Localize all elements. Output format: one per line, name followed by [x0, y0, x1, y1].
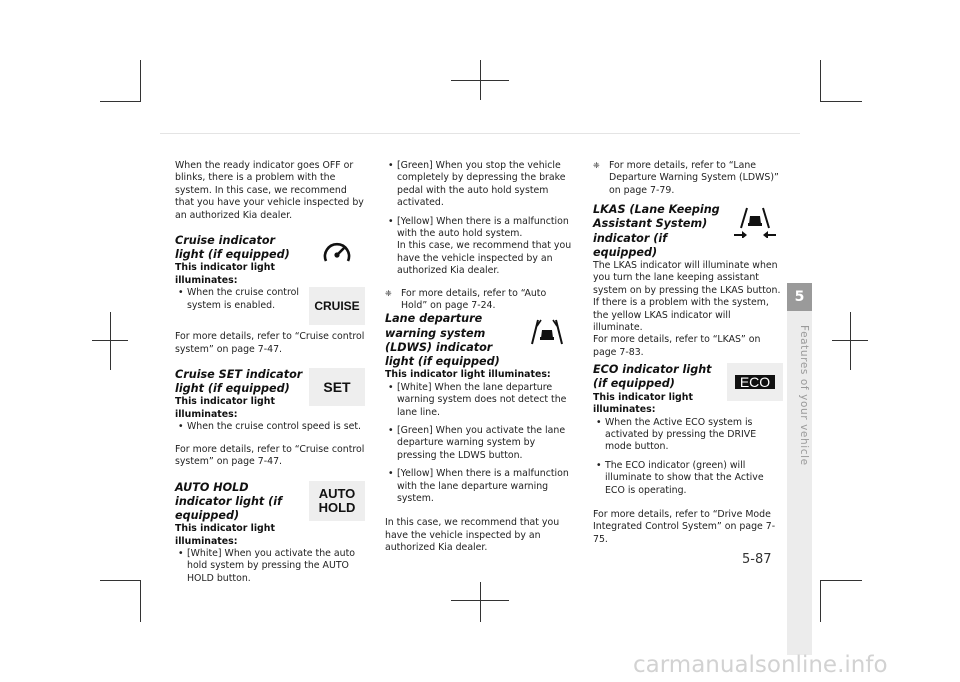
- cruise-set-section: [175, 368, 365, 421]
- ldws-section: [385, 312, 575, 369]
- cruise-heading: Cruise indicator light (if equipped): [175, 234, 290, 262]
- lkas-paragraph-1: The LKAS indicator will illuminate when you turn the lane keeping assistant system on by pressing the LKAS button.: [593, 260, 781, 296]
- autohold-yellow-note: In this case, we recommend that you have the vehicle inspected by an authorized Kia dealer.: [397, 240, 572, 277]
- eco-bullet-1: • When the Active ECO system is activated by pressing the DRIVE mode button.: [593, 417, 783, 454]
- lkas-section: [593, 203, 783, 260]
- lkas-icon: [727, 203, 783, 241]
- ldws-outro: In this case, we recommend that you have the vehicle inspected by an authorized Kia dealer.: [385, 517, 560, 554]
- lkas-reference: For more details, refer to “LKAS” on page 7-83.: [593, 334, 761, 358]
- watermark: carmanualsonline.info: [633, 652, 888, 678]
- cruise-set-bullet: • When the cruise control speed is set.: [175, 421, 365, 433]
- column-3: [593, 160, 783, 546]
- autohold-bullet-green: • [Green] When you stop the vehicle completely by depressing the brake pedal with the auto hold system activated.: [385, 160, 575, 210]
- ldws-illuminates-label: This indicator light illuminates:: [385, 369, 551, 381]
- chapter-title: Features of your vehicle: [798, 325, 810, 466]
- cruise-illuminates-label: This indicator light illuminates:: [175, 262, 275, 286]
- eco-reference: For more details, refer to “Drive Mode Integrated Control System” on page 7-75.: [593, 508, 776, 545]
- lkas-paragraph-2: If there is a problem with the system, the yellow LKAS indicator will illuminate.: [593, 297, 769, 334]
- page-number: 5-87: [742, 552, 772, 567]
- lkas-heading: LKAS (Lane Keeping Assistant System) indicator (if equipped): [593, 203, 720, 259]
- autohold-bullet-yellow: • [Yellow] When there is a malfunction with the auto hold system.: [385, 216, 575, 241]
- autohold-indicator-icon: AUTO HOLD: [309, 481, 365, 521]
- eco-section: [593, 363, 783, 416]
- cruise-section: [175, 234, 365, 287]
- ldws-heading: Lane departure warning system (LDWS) indicator light (if equipped): [385, 312, 500, 369]
- ldws-reference: ❈ For more details, refer to “Lane Departure Warning System (LDWS)” on page 7-79.: [593, 160, 783, 197]
- eco-heading: ECO indicator light (if equipped): [593, 363, 712, 391]
- autohold-bullet-white: • [White] When you activate the auto hold system by pressing the AUTO HOLD button.: [175, 548, 365, 585]
- ldws-bullet-green: • [Green] When you activate the lane departure warning system by pressing the LDWS button.: [385, 425, 575, 462]
- autohold-heading: AUTO HOLD indicator light (if equipped): [175, 480, 282, 522]
- column-2: [385, 160, 575, 555]
- set-indicator-icon: SET: [309, 368, 365, 406]
- eco-illuminates-label: This indicator light illuminates:: [593, 391, 693, 416]
- ldws-bullet-white: • [White] When the lane departure warning system does not detect the lane line.: [385, 382, 575, 419]
- chapter-sidebar: [787, 283, 812, 655]
- cruise-bullet: • When the cruise control system is enabled.: [175, 287, 303, 312]
- lane-departure-icon: [519, 312, 575, 350]
- autohold-reference: ❈ For more details, refer to “Auto Hold” on page 7-24.: [385, 288, 575, 313]
- eco-indicator-icon: ECO: [727, 363, 783, 401]
- cruise-set-heading: Cruise SET indicator light (if equipped): [175, 368, 303, 396]
- eco-bullet-2: • The ECO indicator (green) will illuminate to show that the Active ECO is operating.: [593, 460, 783, 497]
- cruise-indicator-icon: CRUISE: [309, 287, 365, 325]
- speedometer-icon: [309, 234, 365, 272]
- column-1: [175, 160, 365, 585]
- intro-paragraph: When the ready indicator goes OFF or blinks, there is a problem with the system. In this case, we recommend that you have your vehicle inspected by an authorized Kia dealer.: [175, 160, 364, 221]
- ldws-bullet-yellow: • [Yellow] When there is a malfunction with the lane departure warning system.: [385, 468, 575, 505]
- top-rule: [160, 133, 800, 134]
- cruise-reference: For more details, refer to “Cruise control system” on page 7-47.: [175, 331, 365, 355]
- cruise-set-reference: For more details, refer to “Cruise control system” on page 7-47.: [175, 443, 365, 468]
- autohold-section: [175, 481, 365, 548]
- cruise-set-illuminates-label: This indicator light illuminates:: [175, 396, 275, 420]
- chapter-number: 5: [787, 283, 812, 311]
- autohold-illuminates-label: This indicator light illuminates:: [175, 523, 275, 547]
